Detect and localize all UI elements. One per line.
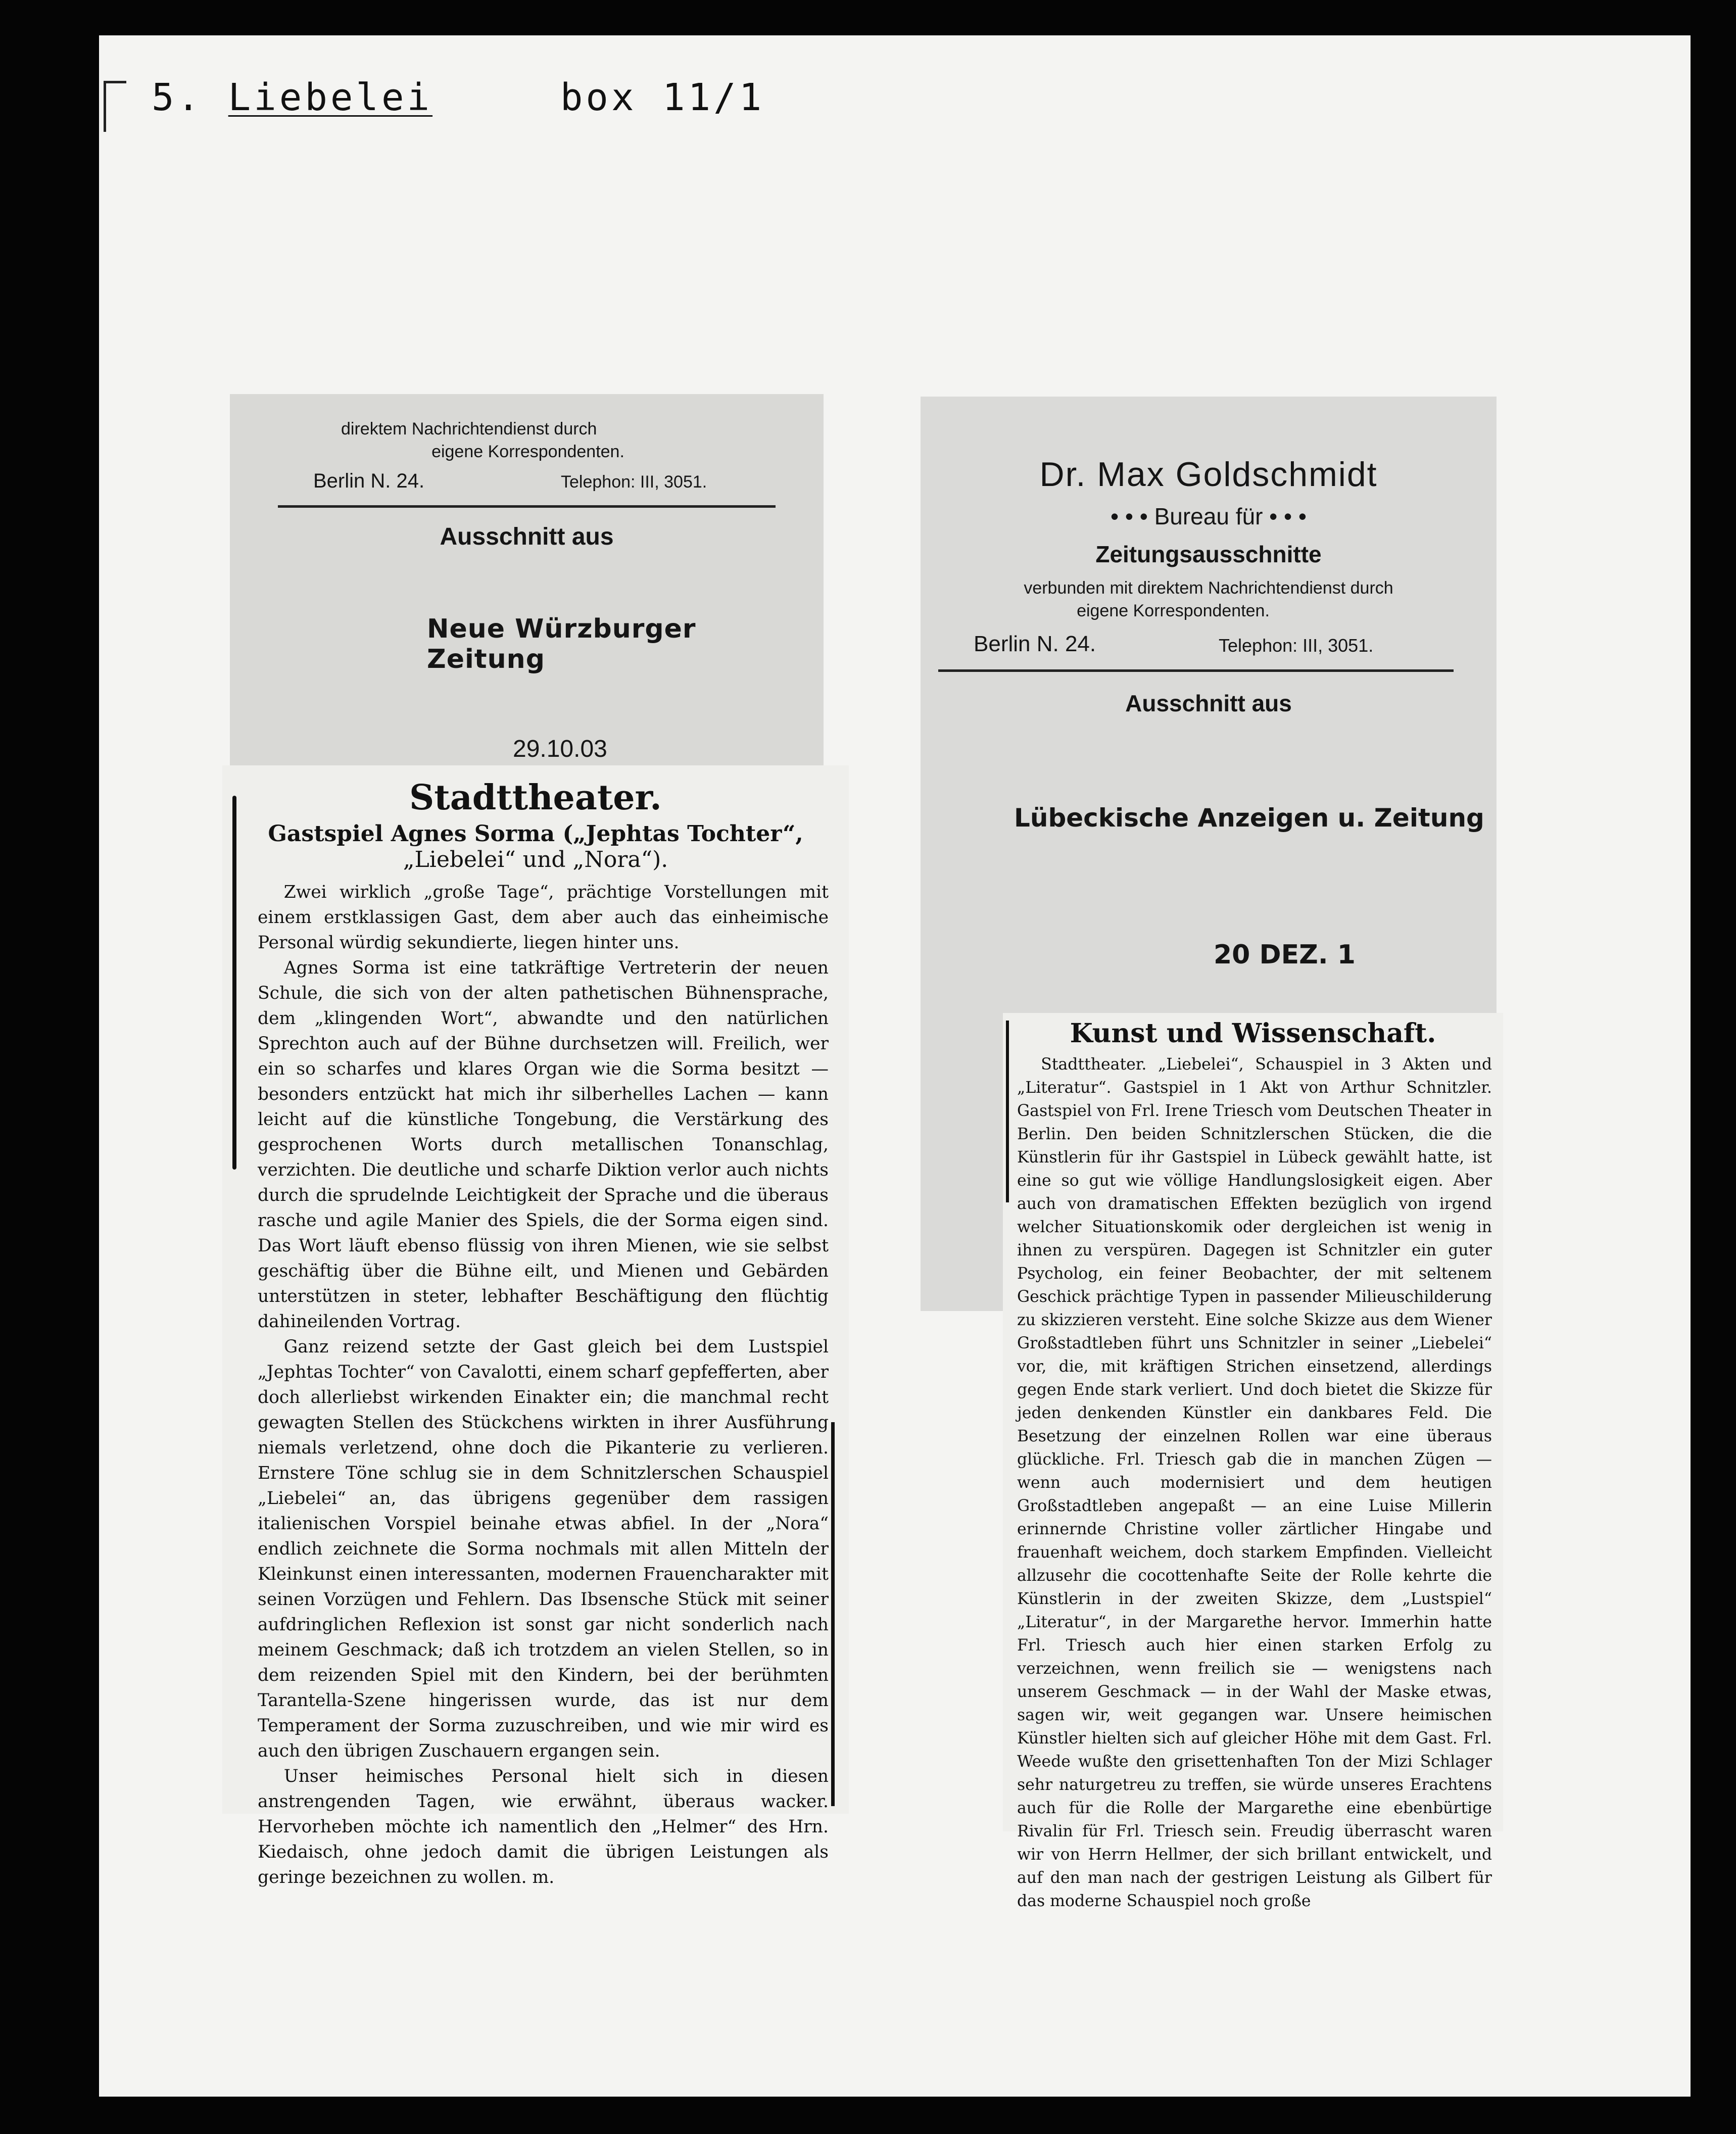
source-stamp: Neue Würzburger Zeitung (427, 614, 696, 674)
margin-pencil-mark (232, 796, 236, 1170)
clipping-label: Ausschnitt aus (1125, 690, 1292, 716)
article-headline: Stadttheater. (409, 778, 662, 818)
folder-title: Liebelei (228, 76, 433, 119)
margin-pencil-mark (831, 1422, 835, 1806)
date-stamp: 20 DEZ. 1 (1214, 940, 1356, 970)
telephone-label: Telephon: III, 3051. (561, 472, 707, 492)
slip-rule (278, 505, 776, 508)
service-sub: eigene Korrespondenten. (431, 442, 624, 461)
folder-number: 5. (152, 76, 203, 119)
article-paragraph: Agnes Sorma ist eine tatkräftige Vertreterin der neuen Schule, die sich von der alten pathetischen Bühnensprache, dem „klingenden Wort“, abwandte und den natürlichen Sprechton auch auf der Bühne durchsetzen will. Freilich, wer ein so scharfes und klares Organ wie die Sorma besitzt — besonders entzückt hat mich ihr silberhelles Lachen — kann leicht auf die künstliche Tongebung, die Verstärkung des gesprochenen Worts durch metallischen Tonanschlag, verzichten. Die deutliche und scharfe Diktion verlor auch nichts durch die sprudelnde Leichtigkeit der Sprache und die überaus rasche und agile Manier des Spiels, die der Sorma eigen sind. Das Wort läuft ebenso flüssig von ihren Mienen, wie sie selbst geschäftig über die Bühne eilt, und Mienen und Gebärden unterstützen in steter, lebhafter Beschäftigung den flüchtig dahineilenden Vortrag. (258, 958, 829, 1332)
margin-pencil-mark (1006, 1021, 1009, 1202)
service-sub: eigene Korrespondenten. (1077, 601, 1270, 620)
city-label: Berlin N. 24. (974, 632, 1096, 656)
service-line: direktem Nachrichtendienst durch (341, 419, 597, 439)
article-body (222, 880, 849, 1890)
clipping-label: Ausschnitt aus (440, 523, 614, 550)
article-left (222, 765, 849, 1887)
city-label: Berlin N. 24. (313, 470, 425, 492)
service-title: Zeitungsausschnitte (1095, 541, 1322, 567)
source-stamp: Lübeckische Anzeigen u. Zeitung (1014, 803, 1484, 833)
clipping-slip-left (230, 394, 824, 778)
box-label: box 11/1 (560, 76, 765, 119)
article-body (1003, 1053, 1503, 1913)
service-line: verbunden mit direktem Nachrichtendienst durch (1024, 578, 1393, 598)
article-paragraph: Ganz reizend setzte der Gast gleich bei dem Lustspiel „Jephtas Tochter“ von Cavalotti, einem scharf gepfefferten, aber doch allerliebst wirkenden Einakter ein; die manchmal recht gewagten Stellen des Stückchens wirkten in ihrer Ausführung niemals verletzend, ohne doch die Pikanterie zu verlieren. Ernstere Töne schlug sie in dem Schnitzlerschen Schauspiel „Liebelei“ an, das übrigens gegenüber dem rassigen italienischen Vorspiel beinahe etwas abfiel. In der „Nora“ endlich zeichnete die Sorma nochmals mit allen Mitteln der Kleinkunst einen interessanten, modernen Frauencharakter mit seinen Vorzügen und Fehlern. Das Ibsensche Stück mit seiner aufdringlichen Reflexion ist sonst gar nicht sonderlich nach meinem Geschmack; daß ich trotzdem an vielen Stellen, so in dem reizenden Spiel mit den Kindern, bei der berühmten Tarantella-Szene hingerissen wurde, das ist nur dem Temperament der Sorma zuzuschreiben, und wie mir wird es auch den übrigen Zuschauern ergangen sein. (258, 1337, 829, 1761)
telephone-label: Telephon: III, 3051. (1219, 635, 1374, 656)
article-paragraph: Unser heimisches Personal hielt sich in diesen anstrengenden Tagen, wie erwähnt, überaus wacker. Hervorheben möchte ich namentlich den „Helmer“ des Hrn. Kiedaisch, ohne jedoch damit die übrigen Leistungen als geringe bezeichnen zu wollen. m. (258, 1766, 829, 1887)
article-subhead: Gastspiel Agnes Sorma („Jephtas Tochter“, (268, 821, 803, 847)
article-headline: Kunst und Wissenschaft. (1070, 1018, 1436, 1049)
corner-mark (104, 81, 126, 132)
date-stamp: 29.10.03 (513, 736, 607, 762)
article-paragraph: Zwei wirklich „große Tage“, prächtige Vorstellungen mit einem erstklassigen Gast, dem aber auch das einheimische Personal würdig sekundierte, liegen hinter uns. (258, 882, 829, 953)
article-right (1003, 1013, 1503, 1910)
bureau-line: • • • Bureau für • • • (1110, 503, 1307, 529)
folder-header (152, 76, 764, 119)
firm-name: Dr. Max Goldschmidt (1039, 455, 1378, 494)
slip-rule (938, 669, 1454, 672)
article-subhead-2: „Liebelei“ und „Nora“). (403, 847, 668, 872)
article-paragraph: Stadttheater. „Liebelei“, Schauspiel in 3 Akten und „Literatur“. Gastspiel in 1 Akt von Arthur Schnitzler. Gastspiel von Frl. Irene Triesch vom Deutschen Theater in Berlin. Den beiden Schnitzlerschen Stücken, die die Künstlerin für ihr Gastspiel in Lübeck gewählt hatte, ist eine so gut wie völlige Handlungslosigkeit eigen. Aber auch von dramatischen Effekten bezüglich von irgend welcher Situationskomik oder dergleichen ist wenig in ihnen zu verspüren. Dagegen ist Schnitzler ein guter Psycholog, ein feiner Beobachter, der mit seltenem Geschick prächtige Typen in passender Milieuschilderung zu skizzieren versteht. Eine solche Skizze aus dem Wiener Großstadtleben führt uns Schnitzler in seiner „Liebelei“ vor, die, mit kräftigen Strichen einsetzend, allerdings gegen Ende stark verliert. Und doch bietet die Skizze für jeden denkenden Künstler ein dankbares Feld. Die Besetzung der einzelnen Rollen war eine überaus glückliche. Frl. Triesch gab die in manchen Zügen — wenn auch modernisiert und dem heutigen Großstadtleben angepaßt — an eine Luise Millerin erinnernde Christine voller zärtlicher Hingabe und frauenhaft weichem, doch starkem Empfinden. Vielleicht allzusehr die cocottenhafte Seite der Rolle kehrte die Künstlerin in der zweiten Skizze, dem „Lustspiel“ „Literatur“, in der Margarethe hervor. Immerhin hatte Frl. Triesch auch hier einen starken Erfolg zu verzeichnen, wenn freilich sie — wenigstens nach unserem Geschmack — in der Wahl der Maske etwas, sagen wir, weit gegangen war. Unsere heimischen Künstler hielten sich auf gleicher Höhe mit dem Gast. Frl. Weede wußte den grisettenhaften Ton der Mizi Schlager sehr naturgetreu zu treffen, sie würde unseres Erachtens auch für die Rolle der Margarethe eine ebenbürtige Rivalin für Frl. Triesch sein. Freudig überrascht waren wir von Herrn Hellmer, der sich brillant entwickelt, und auf den man nach der gestrigen Leistung als Gilbert für das moderne Schauspiel noch große (1017, 1055, 1492, 1910)
